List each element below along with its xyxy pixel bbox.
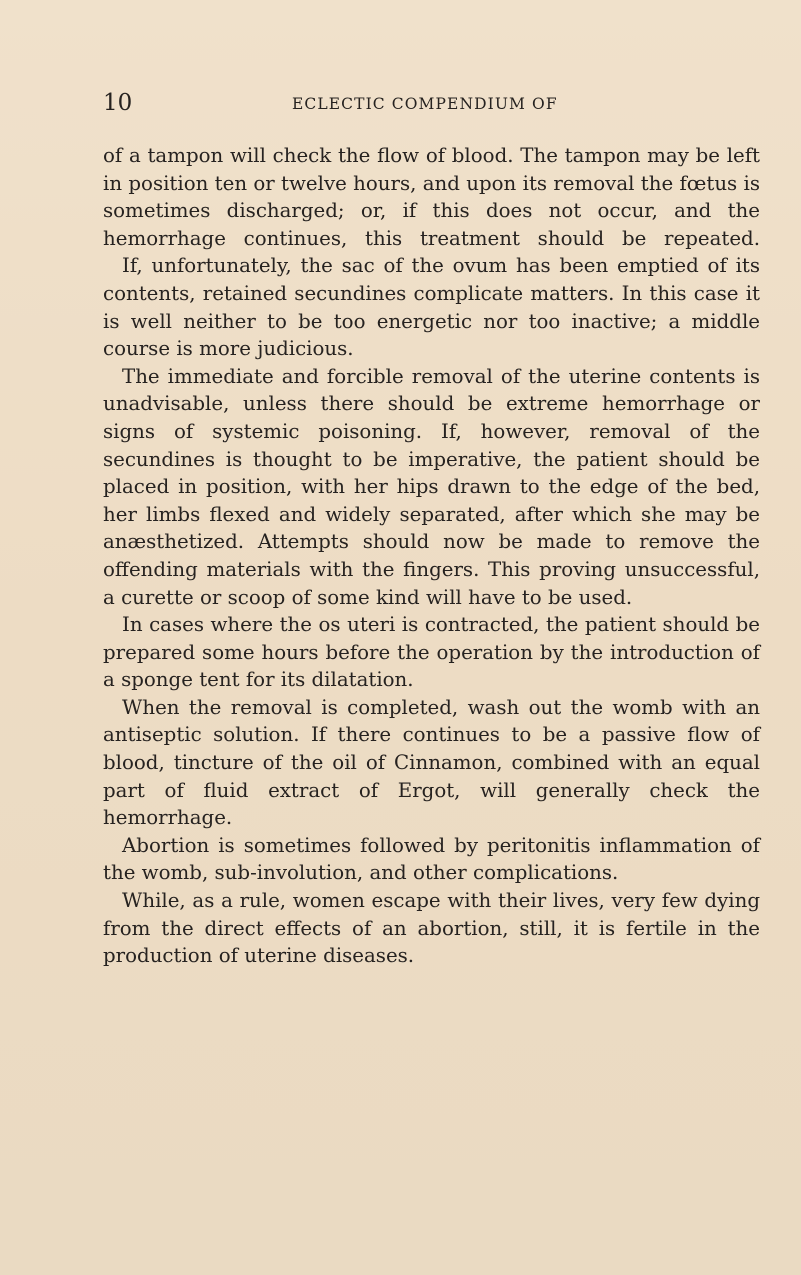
paragraph-4: In cases where the os uteri is contracted, the patient should be prepared some hours before the operation by the introduction of a sponge tent for its dilatation. <box>103 613 760 692</box>
body-text <box>103 142 760 970</box>
paragraph-5: When the removal is completed, wash out the womb with an antiseptic solution. If there continues to be a passive flow of blood, tincture of the oil of Cinnamon, combined with an equal part of fluid extract of Ergot, will generally check the hemorrhage. <box>103 695 760 830</box>
paragraph-2: If, unfortunately, the sac of the ovum has been emptied of its contents, retained secundines complicate matters. In this case it is well neither to be too energetic nor too inactive; a middle course is more judicious. <box>103 254 760 361</box>
paragraph-6: Abortion is sometimes followed by peritonitis inflammation of the womb, sub-involution, and other complications. <box>103 833 760 885</box>
running-head <box>103 90 763 116</box>
page-number: 10 <box>103 90 133 116</box>
paragraph-7: While, as a rule, women escape with their lives, very few dying from the direct effects of an abortion, still, it is fertile in the production of uterine diseases. <box>103 889 760 968</box>
paragraph-1: of a tampon will check the flow of blood. The tampon may be left in position ten or twelve hours, and upon its removal the fœtus is sometimes discharged; or, if this does not occur, and the hemorrhage continues, this treatment should be repeated. <box>103 144 760 250</box>
running-title: ECLECTIC COMPENDIUM OF <box>292 95 558 113</box>
paragraph-3: The immediate and forcible removal of the uterine contents is unadvisable, unless there should be extreme hemorrhage or signs of systemic poisoning. If, however, removal of the secundines is thought to be imperative, the patient should be placed in position, with her hips drawn to the edge of the bed, her limbs flexed and widely separated, after which she may be anæsthetized. Attempts should now be made to remove the offending materials with the fingers. This proving unsuccessful, a curette or scoop of some kind will have to be used. <box>103 364 760 609</box>
